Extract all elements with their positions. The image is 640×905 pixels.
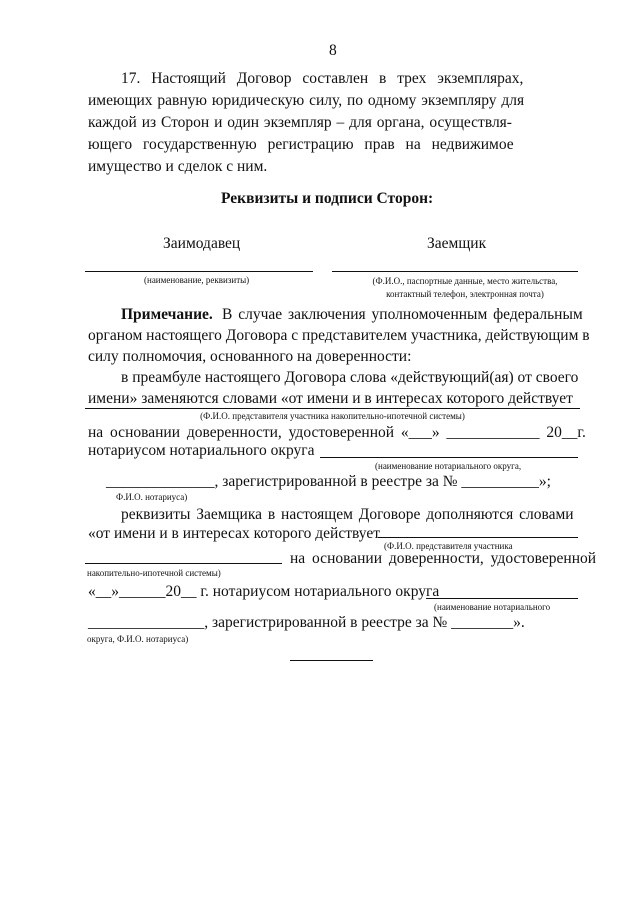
lender-caption: (наименование, реквизиты)	[144, 275, 250, 285]
representative-caption-2-line-1: (Ф.И.О. представителя участника	[384, 541, 513, 551]
borrower-title: Заемщик	[427, 235, 487, 252]
notary-district-line	[320, 457, 578, 458]
borrower-caption-line-1: (Ф.И.О., паспортные данные, место жительства,	[372, 276, 558, 286]
note-line-5: имени» заменяются словами «от имени и в интересах которого действует	[88, 390, 573, 407]
note-line-3: силу полномочия, основанного на доверенности:	[88, 348, 412, 365]
notary-district-caption: (наименование нотариального округа,	[375, 461, 522, 471]
notary-name-caption: Ф.И.О. нотариуса)	[116, 492, 188, 502]
representative-caption-2-line-2: накопительно-ипотечной системы)	[87, 568, 221, 578]
note-line-13: _______________, зарегистрированной в реестре за № ________».	[88, 614, 525, 631]
paragraph-17-line-3: каждой из Сторон и один экземпляр – для органа, осуществля-	[88, 114, 512, 131]
note-line-11: на основании доверенности, удостоверенной	[290, 550, 597, 567]
paragraph-17-line-2: имеющих равную юридическую силу, по одному экземпляру для	[88, 92, 525, 109]
page-number: 8	[329, 42, 337, 59]
borrower-signature-line	[332, 271, 578, 272]
borrower-caption-line-2: контактный телефон, электронная почта)	[386, 289, 544, 299]
note-line-9: реквизиты Заемщика в настоящем Договоре дополняются словами	[121, 506, 574, 523]
requisites-heading: Реквизиты и подписи Сторон:	[221, 190, 434, 207]
note-line-2: органом настоящего Договора с представителем участника, действующим в	[88, 327, 590, 344]
end-separator-line	[290, 660, 373, 661]
paragraph-17-line-4: ющего государственную регистрацию прав на недвижимое	[88, 136, 514, 153]
paragraph-17-line-5: имущество и сделок с ним.	[88, 158, 268, 175]
lender-title: Заимодавец	[163, 235, 241, 252]
representative-line-2	[378, 537, 578, 538]
notary-name-caption-2: округа, Ф.И.О. нотариуса)	[87, 634, 189, 644]
note-line-7: нотариусом нотариального округа	[88, 442, 315, 459]
note-line-6: на основании доверенности, удостоверенной «___» ____________ 20__г.	[88, 424, 586, 441]
representative-line	[85, 408, 580, 409]
note-label: Примечание.	[121, 306, 213, 323]
representative-line-3	[85, 563, 282, 564]
note-line-12: «__»______20__ г. нотариусом нотариального округа	[88, 583, 440, 600]
note-line-10: «от имени и в интересах которого действует	[88, 525, 380, 542]
notary-district-caption-2: (наименование нотариального	[434, 602, 551, 612]
notary-district-line-2	[426, 598, 578, 599]
note-line-1: В случае заключения уполномоченным федеральным	[222, 306, 583, 323]
lender-signature-line	[85, 271, 313, 272]
representative-caption: (Ф.И.О. представителя участника накопительно-ипотечной системы)	[200, 411, 465, 421]
paragraph-17-line-1: 17. Настоящий Договор составлен в трех экземплярах,	[121, 70, 524, 87]
note-line-4: в преамбуле настоящего Договора слова «действующий(ая) от своего	[121, 369, 579, 386]
note-line-8: ______________, зарегистрированной в реестре за № __________»;	[106, 473, 551, 490]
